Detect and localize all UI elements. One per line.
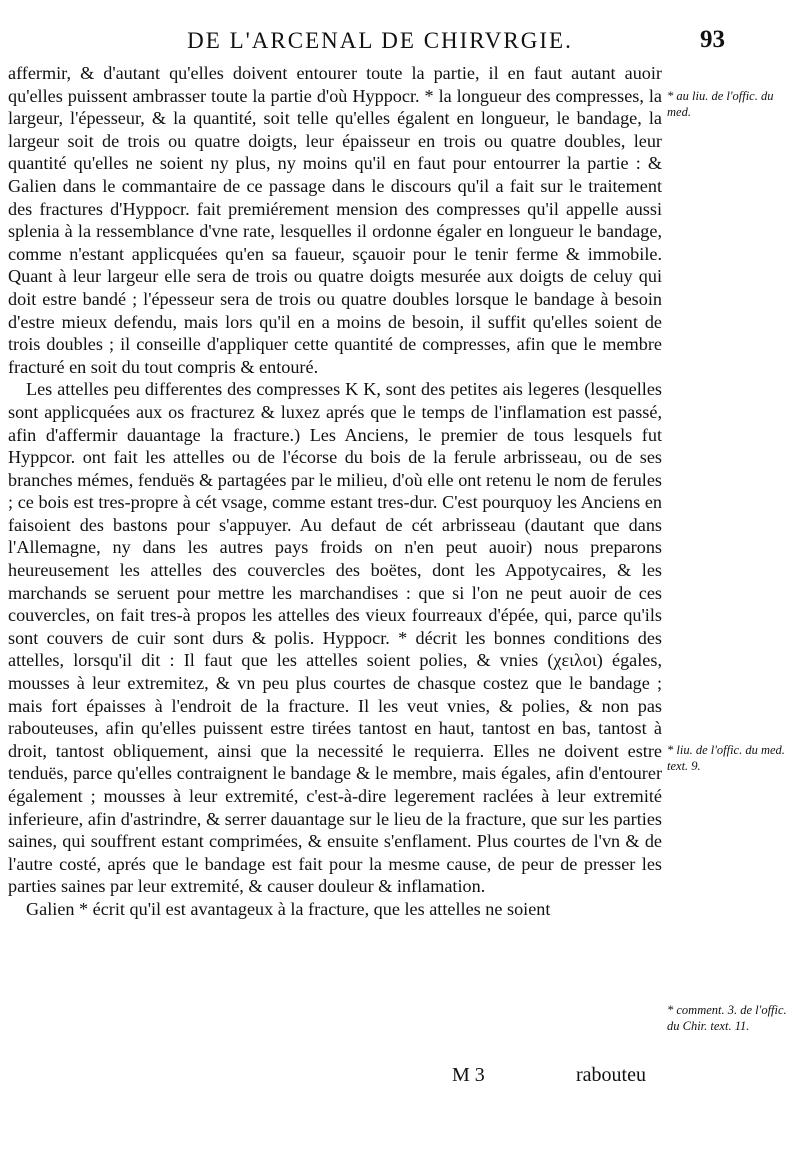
page-number: 93: [700, 26, 725, 53]
signature-mark: M 3: [452, 1064, 485, 1086]
paragraph-galien: Galien * écrit qu'il est avantageux à la fracture, que les attelles ne soient: [26, 898, 551, 919]
margin-note-1: * au liu. de l'offic. du med.: [667, 89, 774, 119]
running-title: DE L'ARCENAL DE CHIRVRGIE.: [187, 28, 573, 53]
catchword: rabouteu: [576, 1064, 646, 1086]
margin-note-2: * liu. de l'offic. du med. text. 9.: [667, 743, 785, 773]
paragraph-compresses: affermir, & d'autant qu'elles doivent entourer toute la partie, il en faut autant auoir qu'elles puissent ambrasser toute la partie d'où Hyppocr. * la longueur des compresses, la largeur, l'épesseur, & la quantité, soit telle qu'elles égalent en longueur, le bandage, la largeur soit de trois ou quatre doigts, leur épaisseur en trois ou quatre doubles, leur quantité qu'elles ne soient ny plus, ny moins qu'il en faut pour entourrer la partie : & Galien dans le commantaire de ce passage dans le discours qu'il a fait sur le traitement des fractures d'Hyppocr. fait premiérement mension des compresses qu'il appelle aussi splenia à la ressemblance d'vne rate, lesquelles il ordonne égaler en longueur le bandage, comme n'estant applicquées qu'en sa faueur, sçauoir pour le tenir ferme & immobile. Quant à leur largeur elle sera de trois ou quatre doigts mesurée aux doigts de celuy qui doit estre bandé ; l'épesseur sera de trois ou quatre doubles lorsque le bandage à besoin d'estre mieux defendu, mais lors qu'il en a moins de besoin, il suffit qu'elles soient de trois doubles ; il conseille d'appliquer cette quantité de compresses, afin que le membre fracturé en soit du tout compris & entouré.: [8, 63, 662, 377]
margin-note-3: * comment. 3. de l'offic. du Chir. text. 11.: [667, 1003, 787, 1033]
body-text: [8, 62, 662, 921]
paragraph-attelles: Les attelles peu differentes des compresses K K, sont des petites ais legeres (lesquelles sont applicquées aux os fracturez & luxez aprés que le temps de l'inflamation est passé, afin d'affermir dauantage la fracture.) Les Anciens, le premier de tous lesquels fut Hyppcor. ont fait les attelles ou de l'écorse du bois de la ferule arbrisseau, ou de ses branches mémes, fenduës & partagées par le milieu, d'où elle ont retenu le nom de ferules ; ce bois est tres-propre à cét vsage, comme estant tres-dur. C'est pourquoy les Anciens en faisoient des bastons pour s'appuyer. Au defaut de cét arbrisseau (dautant que dans l'Allemagne, ny dans les autres pays froids on n'en peut auoir) nous preparons heureusement les attelles des couvercles des boëtes, dont les Appotycaires, & les marchands se seruent pour mettre les marchandises : que si l'on ne peut auoir de ces couvercles, on fait tres-à propos les attelles des vieux fourreaux d'épée, qui, parce qu'ils sont couvers de cuir sont durs & polis. Hyppocr. * décrit les bonnes conditions des attelles, lorsqu'il dit : Il faut que les attelles soient polies, & vnies (χειλοι) égales, mousses à leur extremitez, & vn peu plus courtes de chasque costez que le bandage ; mais fort épaisses à l'endroit de la fracture. Il les veut vnies, & polies, & non pas rabouteuses, afin qu'elles puissent estre tirées tantost en haut, tantost en bas, tantost à droit, tantost obliquement, ainsi que la necessité le requierra. Elles ne doivent estre tenduës, parce qu'elles contraignent le bandage & le membre, mais égales, afin d'entourer également ; mousses à leur extremité, c'est-à-dire legerement raclées à leur extremité inferieure, afin d'astrindre, & serrer dauantage sur le lieu de la fracture, que sur les parties saines, qui souffrent estant comprimées, & ensuite s'enflament. Plus courtes de l'vn & de l'autre costé, aprés que le bandage est fait pour la mesme cause, de peur de presser les parties saines par leur extremité, & causer douleur & inflamation.: [8, 379, 662, 897]
